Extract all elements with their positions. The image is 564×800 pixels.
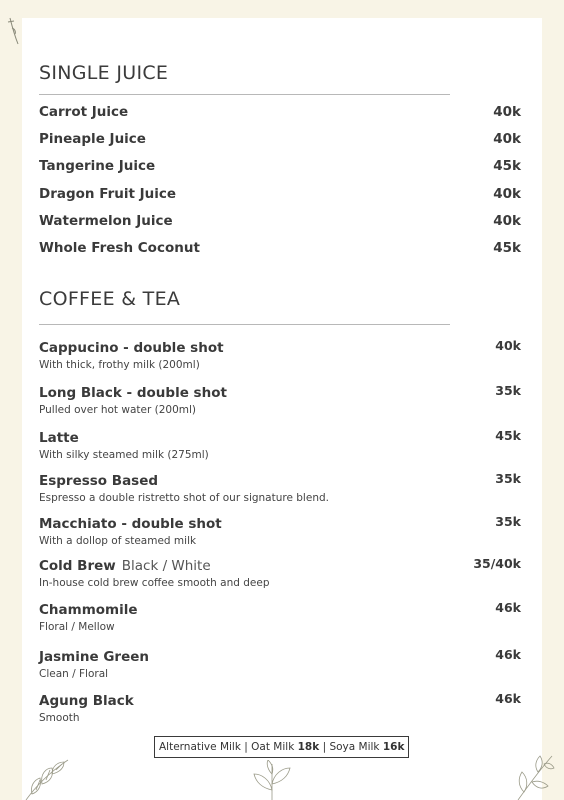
item-description: In-house cold brew coffee smooth and deep <box>39 577 270 589</box>
leaf-sprig-icon <box>6 16 22 46</box>
item-price: 45k <box>495 428 521 443</box>
section-title-single-juice: SINGLE JUICE <box>39 62 169 84</box>
menu-item <box>39 186 521 206</box>
item-name: Cold Brew Black / White <box>39 558 211 574</box>
item-name: Whole Fresh Coconut <box>39 240 200 256</box>
item-description: Smooth <box>39 712 80 724</box>
item-price: 45k <box>493 240 521 256</box>
item-price: 35k <box>495 383 521 398</box>
item-name: Jasmine Green <box>39 649 149 665</box>
item-name: Chammomile <box>39 602 138 618</box>
item-name: Long Black - double shot <box>39 385 227 401</box>
alternative-milk-note: Alternative Milk | Oat Milk 18k | Soya Milk 16k <box>154 736 409 758</box>
item-price: 46k <box>495 647 521 662</box>
section-divider <box>39 324 450 325</box>
item-description: With silky steamed milk (275ml) <box>39 449 209 461</box>
item-description: With a dollop of steamed milk <box>39 535 197 547</box>
item-name: Agung Black <box>39 693 134 709</box>
item-price: 40k <box>495 338 521 353</box>
item-name: Tangerine Juice <box>39 158 156 174</box>
item-name: Cappucino - double shot <box>39 340 224 356</box>
item-name: Carrot Juice <box>39 104 129 120</box>
menu-item <box>39 240 521 260</box>
menu-item <box>39 104 521 124</box>
menu-item <box>39 158 521 178</box>
item-name: Watermelon Juice <box>39 213 173 229</box>
menu-item <box>39 213 521 233</box>
menu-item <box>39 131 521 151</box>
item-name: Latte <box>39 430 79 446</box>
item-description: Pulled over hot water (200ml) <box>39 404 197 416</box>
item-description: Floral / Mellow <box>39 621 115 633</box>
item-description: With thick, frothy milk (200ml) <box>39 359 200 371</box>
item-price: 45k <box>493 158 521 174</box>
item-price: 35/40k <box>473 556 521 571</box>
botanical-leaf-icon <box>512 752 556 800</box>
item-price: 46k <box>495 600 521 615</box>
item-price: 40k <box>493 213 521 229</box>
item-name: Dragon Fruit Juice <box>39 186 177 202</box>
botanical-leaf-icon <box>22 756 72 800</box>
section-title-coffee-tea: COFFEE & TEA <box>39 288 181 310</box>
botanical-leaf-icon <box>248 760 296 800</box>
item-variant: Black / White <box>121 558 211 574</box>
item-price: 40k <box>493 104 521 120</box>
item-name: Espresso Based <box>39 473 159 489</box>
section-divider <box>39 94 450 95</box>
item-price: 35k <box>495 471 521 486</box>
item-name: Pineaple Juice <box>39 131 146 147</box>
item-price: 35k <box>495 514 521 529</box>
item-price: 40k <box>493 131 521 147</box>
item-description: Clean / Floral <box>39 668 109 680</box>
item-price: 46k <box>495 691 521 706</box>
item-price: 40k <box>493 186 521 202</box>
item-name: Macchiato - double shot <box>39 516 222 532</box>
item-description: Espresso a double ristretto shot of our signature blend. <box>39 492 329 504</box>
